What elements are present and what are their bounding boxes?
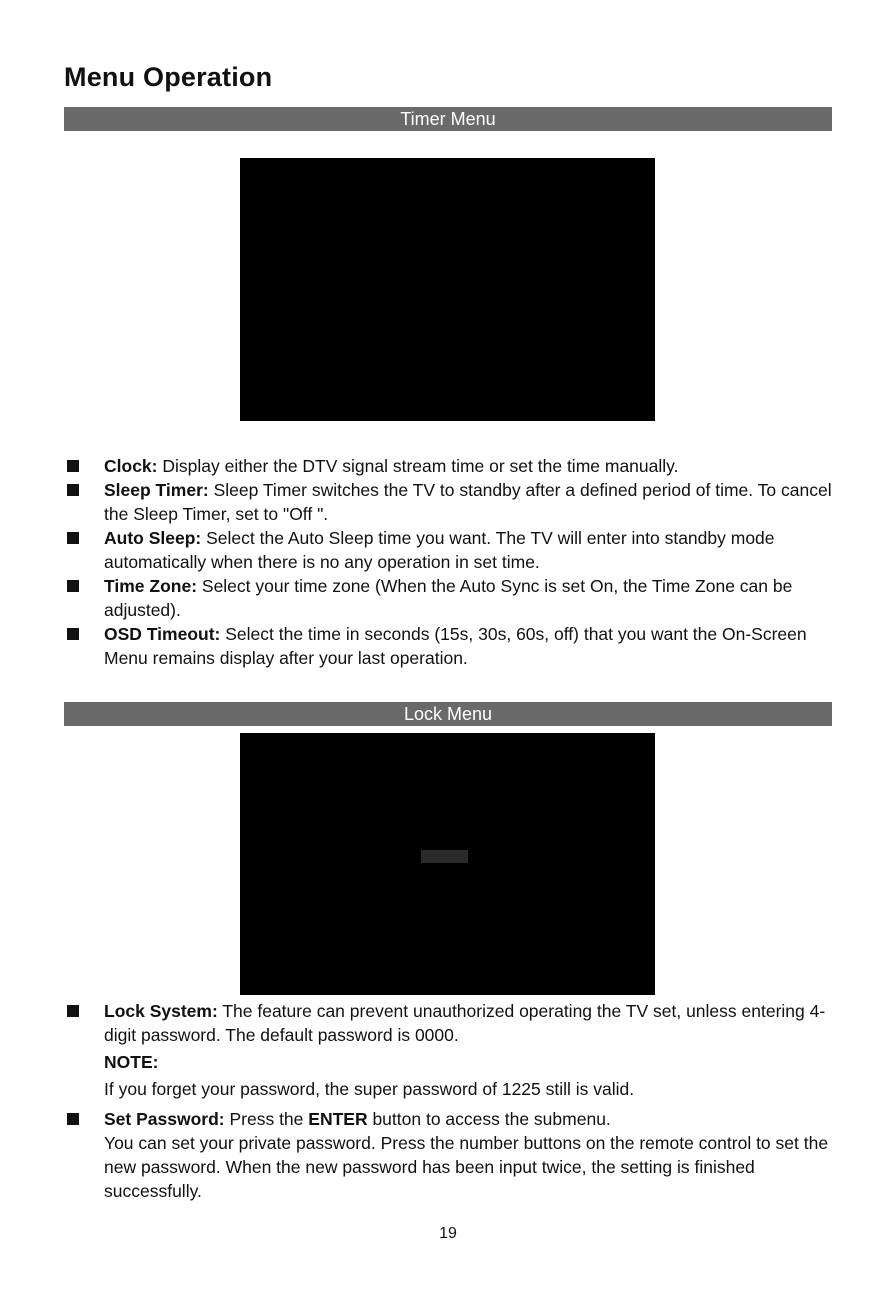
time-zone-term: Time Zone: bbox=[104, 576, 198, 596]
lock-menu-bar: Lock Menu bbox=[64, 702, 832, 726]
sleep-timer-desc: Sleep Timer switches the TV to standby after a defined period of time. To cancel the Sleep Timer, set to "Off ". bbox=[104, 480, 832, 524]
enter-keyword: ENTER bbox=[308, 1109, 368, 1129]
note-text: If you forget your password, the super password of 1225 still is valid. bbox=[104, 1079, 635, 1099]
osd-timeout-desc: Select the time in seconds (15s, 30s, 60s, off) that you want the On-Screen Menu remains display after your last operation. bbox=[104, 624, 807, 668]
osd-timeout-term: OSD Timeout: bbox=[104, 624, 221, 644]
set-password-text-after: button to access the submenu. bbox=[367, 1109, 611, 1129]
time-zone-item bbox=[0, 574, 896, 622]
auto-sleep-term: Auto Sleep: bbox=[104, 528, 202, 548]
lock-menu-screenshot bbox=[240, 733, 655, 995]
bullet-square-icon bbox=[67, 580, 79, 592]
lock-menu-item-list bbox=[0, 999, 896, 1203]
set-password-item bbox=[0, 1107, 896, 1203]
clock-term: Clock: bbox=[104, 456, 158, 476]
timer-menu-screenshot bbox=[240, 158, 655, 421]
sleep-timer-term: Sleep Timer: bbox=[104, 480, 209, 500]
bullet-square-icon bbox=[67, 1113, 79, 1125]
osd-timeout-item bbox=[0, 622, 896, 670]
auto-sleep-item bbox=[0, 526, 896, 574]
timer-menu-bar: Timer Menu bbox=[64, 107, 832, 131]
timer-menu-item-list bbox=[0, 454, 896, 670]
bullet-square-icon bbox=[67, 460, 79, 472]
page-number: 19 bbox=[439, 1225, 457, 1242]
auto-sleep-desc: Select the Auto Sleep time you want. The TV will enter into standby mode automatically when there is no any operation in set time. bbox=[104, 528, 775, 572]
bullet-square-icon bbox=[67, 484, 79, 496]
highlight-box bbox=[421, 850, 468, 863]
time-zone-desc: Select your time zone (When the Auto Sync is set On, the Time Zone can be adjusted). bbox=[104, 576, 793, 620]
bullet-square-icon bbox=[67, 1005, 79, 1017]
bullet-square-icon bbox=[67, 532, 79, 544]
lock-system-term: Lock System: bbox=[104, 1001, 218, 1021]
set-password-detail: You can set your private password. Press the number buttons on the remote control to set the new password. When the new password has been input twice, the setting is finished successfully. bbox=[104, 1133, 829, 1201]
lock-system-desc: The feature can prevent unauthorized operating the TV set, unless entering 4-digit password. The default password is 0000. bbox=[104, 1001, 826, 1045]
clock-item bbox=[0, 454, 896, 478]
set-password-text-before: Press the bbox=[224, 1109, 309, 1129]
bullet-square-icon bbox=[67, 628, 79, 640]
page-title: Menu Operation bbox=[64, 62, 273, 92]
note-label: NOTE: bbox=[104, 1052, 159, 1072]
set-password-term: Set Password: bbox=[104, 1109, 225, 1129]
clock-desc: Display either the DTV signal stream time or set the time manually. bbox=[157, 456, 679, 476]
lock-system-item bbox=[0, 999, 896, 1101]
sleep-timer-item bbox=[0, 478, 896, 526]
